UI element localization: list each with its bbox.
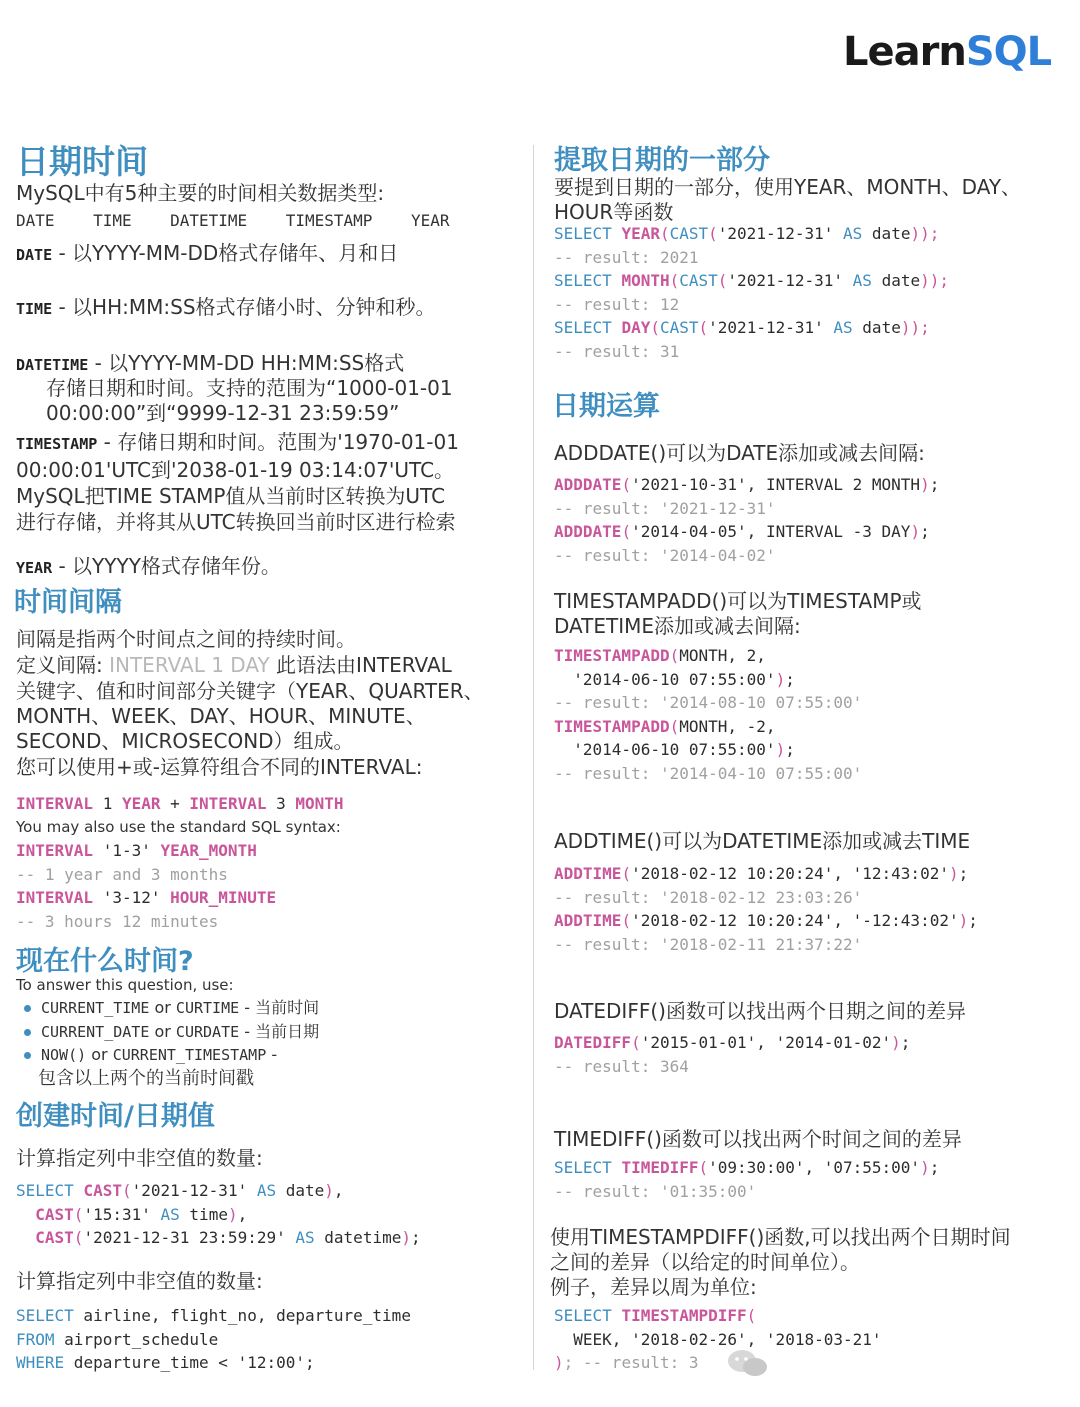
heading-extract: 提取日期的一部分: [554, 145, 770, 176]
addtime-code: ADDTIME('2018-02-12 10:20:24', '12:43:02'); -- result: '2018-02-12 23:03:26' ADDTIME('2018-02-12 10:20:24', '-12:43:02'); -- result: '2018-02-11 21:37:22': [554, 864, 978, 954]
timediff-desc: TIMEDIFF()函数可以找出两个时间之间的差异: [554, 1127, 962, 1151]
heading-arith: 日期运算: [552, 391, 660, 422]
heading-now: 现在什么时间?: [16, 946, 194, 977]
heading-datetime: 日期时间: [16, 142, 148, 181]
chat-bubble-icon: [726, 1347, 770, 1379]
standard-sql-note: You may also use the standard SQL syntax:: [16, 818, 341, 836]
tsdiff-desc-2: 之间的差异（以给定的时间单位）。: [550, 1250, 860, 1274]
interval-line-2: 定义间隔: INTERVAL 1 DAY 此语法由INTERVAL: [16, 653, 452, 677]
timestamp-desc: TIMESTAMP - 存储日期和时间。范围为'1970-01-01: [16, 430, 459, 454]
timediff-code: SELECT TIMEDIFF('09:30:00', '07:55:00'); -- result: '01:35:00': [554, 1158, 940, 1201]
datetime-type-desc: DATETIME - 以YYYY-MM-DD HH:MM:SS格式: [16, 351, 405, 375]
tsadd-desc-1: TIMESTAMPADD()可以为TIMESTAMP或: [554, 589, 922, 613]
interval-line-6: 您可以使用+或-运算符组合不同的INTERVAL:: [16, 755, 423, 779]
bullet-icon: [24, 1029, 31, 1036]
extract-code: SELECT YEAR(CAST('2021-12-31' AS date)); -- result: 2021 SELECT MONTH(CAST('2021-12-31' AS date)); -- result: 12 SELECT DAY(CAST('2021-12-31' AS date)); -- result: 31: [554, 224, 949, 361]
year-desc: YEAR - 以YYYY格式存储年份。: [16, 554, 281, 578]
now-item-1: CURRENT_TIME or CURTIME - 当前时间: [24, 996, 319, 1021]
extract-desc-1: 要提到日期的一部分，使用YEAR、MONTH、DAY、: [554, 175, 1022, 199]
interval-code-2: INTERVAL '1-3' YEAR_MONTH -- 1 year and 3 months: [16, 841, 257, 884]
interval-line-1: 间隔是指两个时间点之间的持续时间。: [16, 627, 356, 651]
tsdiff-code: SELECT TIMESTAMPDIFF( WEEK, '2018-02-26', '2018-03-21' ); -- result: 3: [554, 1306, 882, 1372]
time-desc: TIME - 以HH:MM:SS格式存储小时、分钟和秒。: [16, 295, 436, 319]
date-desc: DATE - 以YYYY-MM-DD格式存储年、月和日: [16, 241, 399, 265]
interval-line-4: MONTH、WEEK、DAY、HOUR、MINUTE、: [16, 704, 426, 728]
interval-code-1: INTERVAL 1 YEAR + INTERVAL 3 MONTH: [16, 794, 344, 813]
now-intro: To answer this question, use:: [16, 976, 234, 994]
create-note-2: 计算指定列中非空值的数量:: [16, 1269, 263, 1293]
datetime-intro: MySQL中有5种主要的时间相关数据类型:: [16, 181, 385, 205]
datetime-type-desc-3: 00:00:00”到“9999-12-31 23:59:59”: [46, 401, 400, 425]
tsdiff-desc-1: 使用TIMESTAMPDIFF()函数,可以找出两个日期时间: [550, 1225, 1011, 1249]
now-item-3: NOW() or CURRENT_TIMESTAMP -: [24, 1043, 277, 1068]
datediff-desc: DATEDIFF()函数可以找出两个日期之间的差异: [554, 999, 966, 1023]
heading-create: 创建时间/日期值: [16, 1101, 215, 1132]
datetime-types: DATE TIME DATETIME TIMESTAMP YEAR: [16, 211, 450, 230]
now-item-2: CURRENT_DATE or CURDATE - 当前日期: [24, 1020, 319, 1045]
heading-interval: 时间间隔: [14, 587, 122, 618]
extract-desc-2: HOUR等函数: [554, 200, 674, 224]
adddate-code: ADDDATE('2021-10-31', INTERVAL 2 MONTH); -- result: '2021-12-31' ADDDATE('2014-04-05', INTERVAL -3 DAY); -- result: '2014-04-02': [554, 475, 940, 565]
interval-line-3: 关键字、值和时间部分关键字（YEAR、QUARTER、: [16, 679, 484, 703]
interval-line-5: SECOND、MICROSECOND）组成。: [16, 729, 354, 753]
create-code-b: SELECT airline, flight_no, departure_time FROM airport_schedule WHERE departure_time < '12:00';: [16, 1306, 411, 1372]
adddate-desc: ADDDATE()可以为DATE添加或减去间隔:: [554, 441, 925, 465]
column-divider: [533, 145, 534, 1370]
now-item-3-cont: 包含以上两个的当前时间戳: [38, 1068, 254, 1089]
timestamp-desc-2: 00:00:01'UTC到'2038-01-19 03:14:07'UTC。: [16, 458, 455, 482]
tsadd-code: TIMESTAMPADD(MONTH, 2, '2014-06-10 07:55:00'); -- result: '2014-08-10 07:55:00' TIMESTAMPADD(MONTH, -2, '2014-06-10 07:55:00'); -- result: '2014-04-10 07:55:00': [554, 646, 863, 783]
datediff-code: DATEDIFF('2015-01-01', '2014-01-02'); -- result: 364: [554, 1033, 911, 1076]
create-code-a: SELECT CAST('2021-12-31' AS date), CAST('15:31' AS time), CAST('2021-12-31 23:59:29' AS datetime);: [16, 1181, 421, 1247]
interval-code-3: INTERVAL '3-12' HOUR_MINUTE -- 3 hours 12 minutes: [16, 888, 277, 931]
timestamp-desc-4: 进行存储，并将其从UTC转换回当前时区进行检索: [16, 510, 456, 534]
timestamp-desc-3: MySQL把TIME STAMP值从当前时区转换为UTC: [16, 484, 446, 508]
bullet-icon: [24, 1005, 31, 1012]
tsadd-desc-2: DATETIME添加或减去间隔:: [554, 614, 801, 638]
bullet-icon: [24, 1052, 31, 1059]
addtime-desc: ADDTIME()可以为DATETIME添加或减去TIME: [554, 829, 971, 853]
datetime-type-desc-2: 存储日期和时间。支持的范围为“1000-01-01: [46, 376, 453, 400]
learnsql-logo: LearnSQL: [843, 29, 1052, 75]
tsdiff-desc-3: 例子，差异以周为单位:: [550, 1275, 757, 1299]
create-note-1: 计算指定列中非空值的数量:: [16, 1146, 263, 1170]
